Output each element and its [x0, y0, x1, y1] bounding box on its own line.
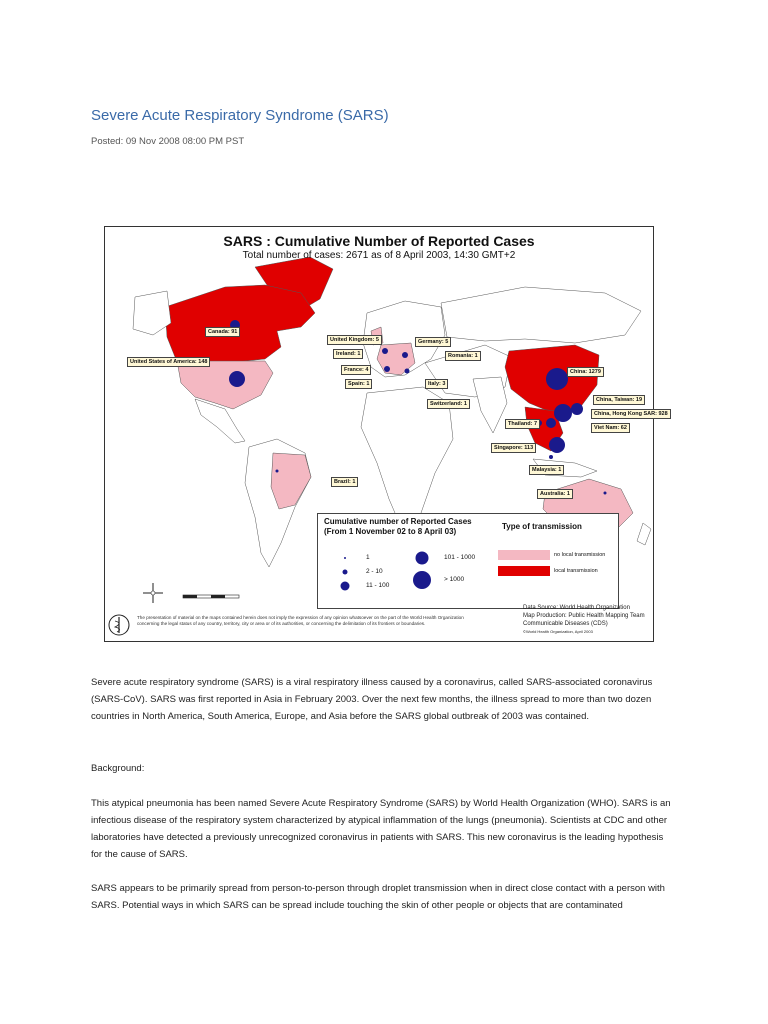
country-label: Australia: 1 [537, 489, 573, 499]
map-title: SARS : Cumulative Number of Reported Cases [223, 233, 535, 249]
country-label: Viet Nam: 62 [591, 423, 630, 433]
country-label: France: 4 [341, 365, 371, 375]
country-label: China: 1279 [567, 367, 604, 377]
legend-title: Cumulative number of Reported Cases (From 1 November 02 to 8 April 03) [324, 517, 472, 536]
country-label: Brazil: 1 [331, 477, 358, 487]
intro-paragraph: Severe acute respiratory syndrome (SARS) is a viral respiratory illness caused by a coronavirus, called SARS-associated coronavirus (SARS-CoV). SARS was first reported in Asia in February 2003. Over the next few months, the illness spread to more than two dozen countries in North America, South America, Europe, and Asia before the SARS global outbreak of 2003 was contained. [91, 677, 653, 722]
legend-type-local: local transmission [554, 568, 598, 574]
map-credits: Data Source: World Health Organization Map Production: Public Health Mapping Team Communicable Diseases (CDS) ©World Health Organization, April 2003 [523, 605, 645, 634]
map-disclaimer: The presentation of material on the maps contained herein does not imply the expression of any opinion whatsoever on the part of the World Health Organization concerning the legal status of any country, territory, city or area or of its authorities, or concerning the delimitation of its frontiers or boundaries. [137, 615, 464, 626]
country-label: Spain: 1 [345, 379, 372, 389]
country-label: Romania: 1 [445, 351, 481, 361]
legend-size-101-1000: 101 - 1000 [444, 554, 476, 561]
legend-size-over-1000: > 1000 [444, 576, 465, 583]
legend-type-title: Type of transmission [502, 522, 582, 531]
country-label: Switzerland: 1 [427, 399, 470, 409]
legend-size-2-10: 2 - 10 [366, 568, 383, 575]
transmission-paragraph: SARS appears to be primarily spread from person-to-person through droplet transmission when in direct close contact with a person with SARS. Potential ways in which SARS can be spread include touching the skin of other people or objects that are contaminated [91, 883, 665, 911]
country-label: Italy: 3 [425, 379, 448, 389]
article-title: Severe Acute Respiratory Syndrome (SARS) [91, 107, 389, 124]
sars-map [104, 226, 668, 642]
country-label: Germany: 5 [415, 337, 451, 347]
country-label: Malaysia: 1 [529, 465, 564, 475]
scale-bar [183, 595, 239, 598]
legend-type-no-local: no local transmission [554, 552, 606, 558]
who-logo-icon [109, 615, 129, 635]
country-label: Singapore: 113 [491, 443, 536, 453]
map-subtitle: Total number of cases: 2671 as of 8 April 2003, 14:30 GMT+2 [242, 250, 516, 261]
country-label: United States of America: 148 [127, 357, 210, 367]
background-heading: Background: [91, 763, 145, 774]
country-label: United Kingdom: 5 [327, 335, 382, 345]
background-paragraph: This atypical pneumonia has been named Severe Acute Respiratory Syndrome (SARS) by World Health Organization (WHO). SARS is an infectious disease of the respiratory system characterized by atypical inflammation of the lungs (pneumonia). Scientists at CDC and other laboratories have detected a previously unrecognized coronavirus in patients with SARS. This new coronavirus is the leading hypothesis for the cause of SARS. [91, 798, 671, 860]
map-legend [317, 513, 619, 609]
legend-size-11-100: 11 - 100 [366, 582, 390, 589]
country-label: Thailand: 7 [505, 419, 540, 429]
country-label: China, Hong Kong SAR: 928 [591, 409, 671, 419]
legend-size-1: 1 [366, 554, 370, 561]
country-label: Ireland: 1 [333, 349, 363, 359]
legend-symbols [318, 514, 618, 608]
country-label: Canada: 91 [205, 327, 240, 337]
posted-date: Posted: 09 Nov 2008 08:00 PM PST [91, 136, 245, 147]
country-label: China, Taiwan: 19 [593, 395, 645, 405]
